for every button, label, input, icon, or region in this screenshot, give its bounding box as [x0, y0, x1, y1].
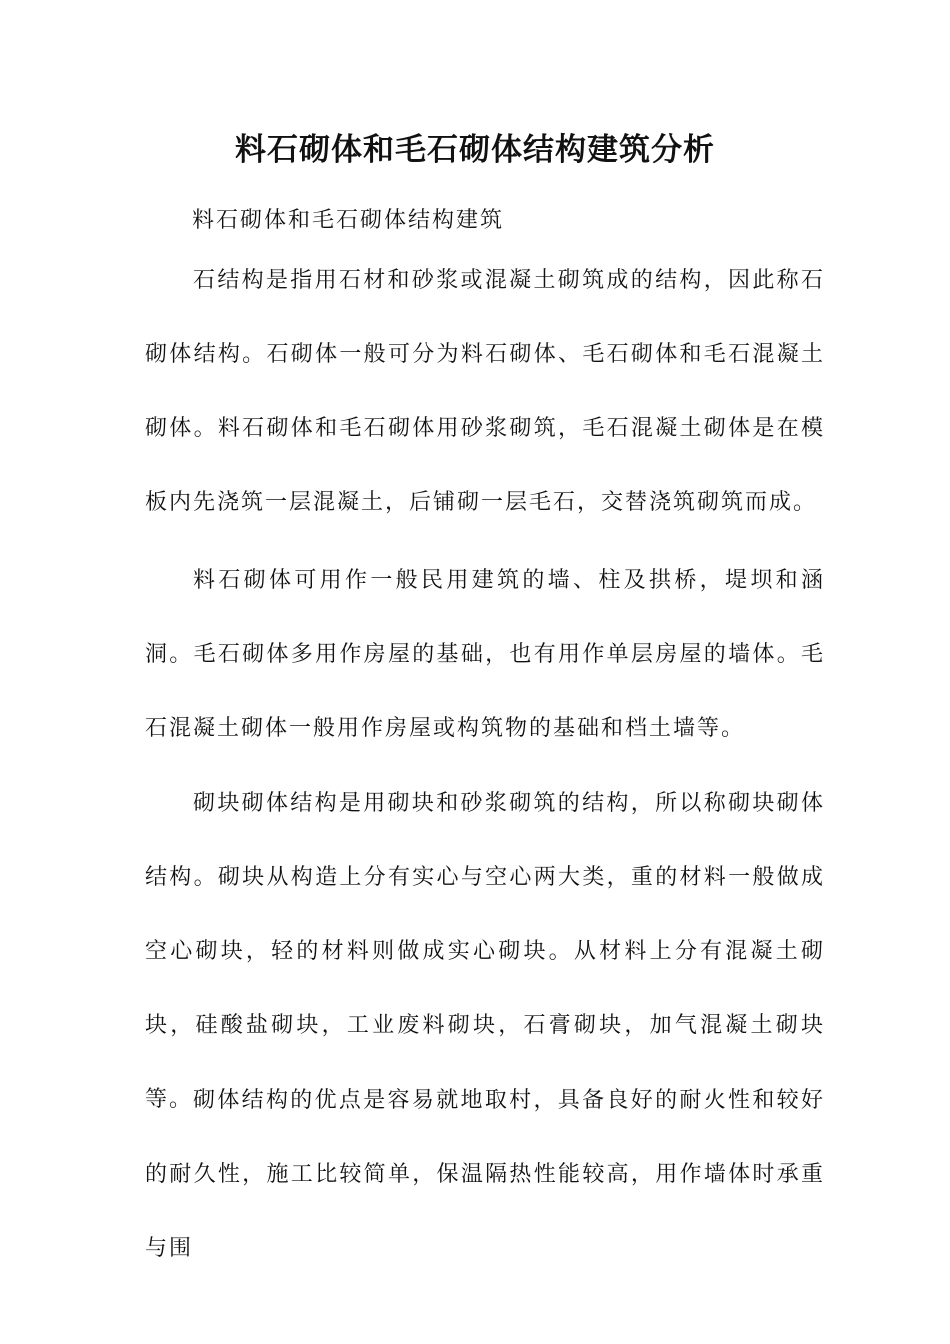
paragraph-stone-uses: 料石砌体可用作一般民用建筑的墙、柱及拱桥，堤坝和涵洞。毛石砌体多用作房屋的基础，也有用作单层房屋的墙体。毛石混凝土砌体一般用作房屋或构筑物的基础和档土墙等。: [145, 568, 825, 741]
paragraph-block-masonry: 砌块砌体结构是用砌块和砂浆砌筑的结构，所以称砌块砌体结构。砌块从构造上分有实心与空心两大类，重的材料一般做成空心砌块，轻的材料则做成实心砌块。从材料上分有混凝土砌块，硅酸盐砌块，工业废料砌块，石膏砌块，加气混凝土砌块等。: [145, 791, 825, 1112]
document-title: 料石砌体和毛石砌体结构建筑分析: [235, 132, 715, 168]
document-subtitle: 料石砌体和毛石砌体结构建筑: [192, 208, 505, 233]
paragraph-masonry-advantages: 砌体结构的优点是容易就地取村，具备良好的耐火性和较好的耐久性，施工比较简单，保温隔热性能较高，用作墙体时承重与围: [145, 1088, 825, 1261]
paragraph-stone-masonry: 石结构是指用石材和砂浆或混凝土砌筑成的结构，因此称石砌体结构。石砌体一般可分为料石砌体、毛石砌体和毛石混凝土砌体。料石砌体和毛石砌体用砂浆砌筑，毛石混凝土砌体是在模板内先浇筑一层混凝土，后铺砌一层毛石，交替浇筑砌筑而成。: [145, 268, 825, 515]
